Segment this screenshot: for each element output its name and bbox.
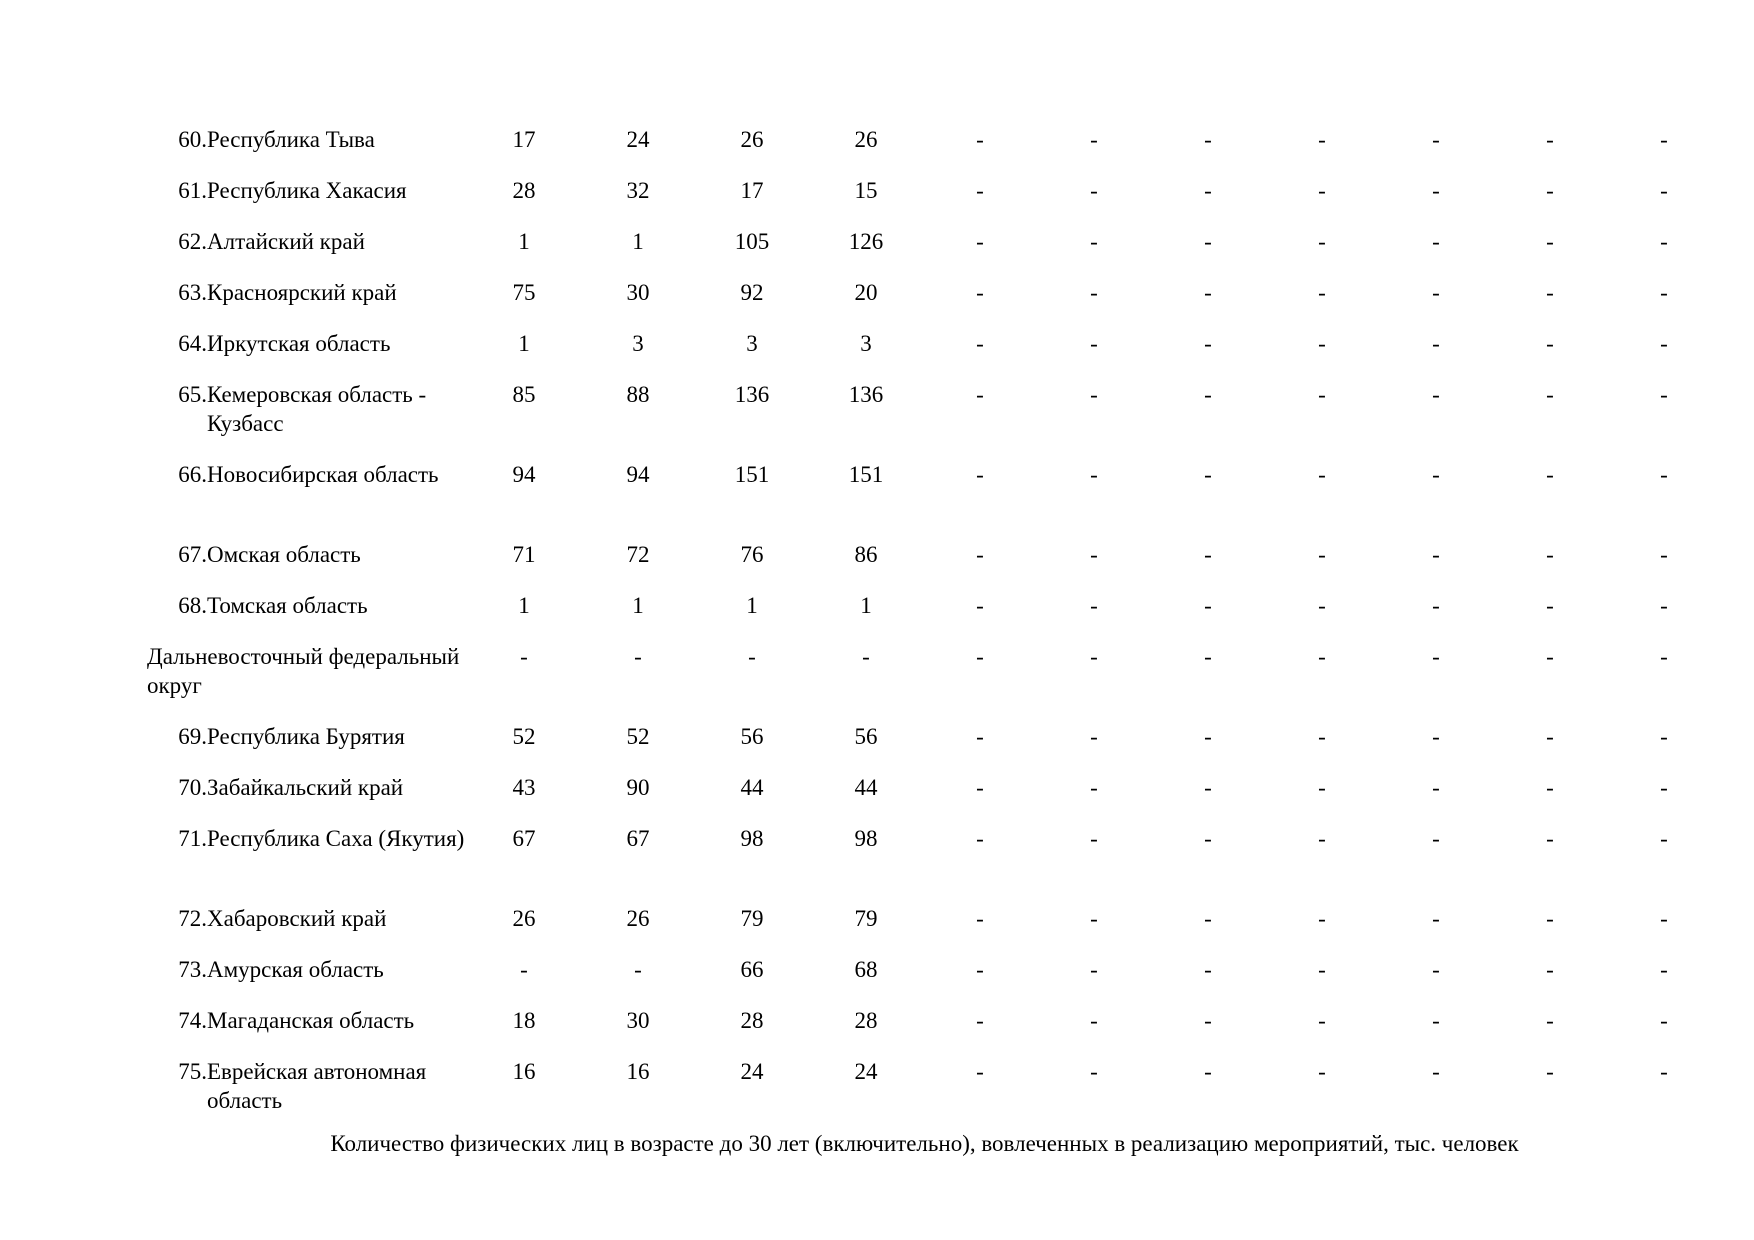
value-cell: - xyxy=(1546,1059,1554,1084)
region-name: Красноярский край xyxy=(207,280,397,305)
value-cell: - xyxy=(1660,382,1668,407)
value-cell: - xyxy=(1318,593,1326,618)
row-number: 60. xyxy=(178,127,207,152)
value-cell: - xyxy=(1318,1059,1326,1084)
row-number: 71. xyxy=(178,826,207,851)
value-cell: 3 xyxy=(746,331,758,356)
value-cell: - xyxy=(976,542,984,567)
value-cell: 1 xyxy=(632,229,644,254)
row-number: 61. xyxy=(178,178,207,203)
value-cell: 20 xyxy=(854,280,878,305)
value-cell: 72 xyxy=(626,542,650,567)
table-row xyxy=(147,1057,1721,1137)
row-number: 73. xyxy=(178,957,207,982)
value-cell: 1 xyxy=(518,229,530,254)
value-cell: - xyxy=(1432,331,1440,356)
value-cell: - xyxy=(1432,229,1440,254)
value-cell: 26 xyxy=(854,127,878,152)
region-name: Еврейская автономная область xyxy=(207,1059,427,1113)
value-cell: - xyxy=(1660,906,1668,931)
value-cell: 32 xyxy=(626,178,650,203)
value-cell: - xyxy=(634,957,642,982)
value-cell: - xyxy=(1318,906,1326,931)
district-name: Дальневосточный федеральный округ xyxy=(147,644,460,698)
value-cell: - xyxy=(1090,280,1098,305)
value-cell: 15 xyxy=(854,178,878,203)
value-cell: 76 xyxy=(740,542,764,567)
value-cell: 1 xyxy=(860,593,872,618)
region-name: Томская область xyxy=(207,593,368,618)
value-cell: - xyxy=(1660,178,1668,203)
value-cell: - xyxy=(976,957,984,982)
regions-table-body xyxy=(147,125,1721,1137)
value-cell: - xyxy=(1432,178,1440,203)
value-cell: - xyxy=(1660,462,1668,487)
value-cell: 79 xyxy=(740,906,764,931)
value-cell: 24 xyxy=(740,1059,764,1084)
value-cell: - xyxy=(1318,127,1326,152)
value-cell: - xyxy=(1090,542,1098,567)
value-cell: 56 xyxy=(854,724,878,749)
region-name: Амурская область xyxy=(207,957,384,982)
value-cell: 68 xyxy=(854,957,878,982)
value-cell: 17 xyxy=(512,127,536,152)
value-cell: 1 xyxy=(746,593,758,618)
region-name: Кемеровская область - Кузбасс xyxy=(207,382,427,436)
value-cell: - xyxy=(1660,957,1668,982)
value-cell: - xyxy=(1204,906,1212,931)
value-cell: - xyxy=(1204,1008,1212,1033)
value-cell: 3 xyxy=(860,331,872,356)
value-cell: - xyxy=(1318,724,1326,749)
row-number: 70. xyxy=(178,775,207,800)
value-cell: - xyxy=(1318,280,1326,305)
value-cell: - xyxy=(1546,462,1554,487)
value-cell: - xyxy=(520,644,528,669)
value-cell: 136 xyxy=(848,382,884,407)
table-row xyxy=(147,1006,1721,1057)
value-cell: - xyxy=(976,826,984,851)
value-cell: - xyxy=(1660,775,1668,800)
value-cell: - xyxy=(1546,280,1554,305)
value-cell: - xyxy=(1090,178,1098,203)
value-cell: - xyxy=(1546,127,1554,152)
value-cell: 24 xyxy=(854,1059,878,1084)
value-cell: 18 xyxy=(512,1008,536,1033)
value-cell: - xyxy=(1546,826,1554,851)
value-cell: 43 xyxy=(512,775,536,800)
value-cell: - xyxy=(862,644,870,669)
value-cell: 151 xyxy=(848,462,884,487)
table-row xyxy=(147,955,1721,1006)
value-cell: - xyxy=(1546,178,1554,203)
value-cell: - xyxy=(1090,1059,1098,1084)
value-cell: - xyxy=(1204,644,1212,669)
region-name: Республика Саха (Якутия) xyxy=(207,826,465,851)
value-cell: - xyxy=(1660,593,1668,618)
value-cell: 44 xyxy=(740,775,764,800)
region-name: Новосибирская область xyxy=(207,462,439,487)
value-cell: 1 xyxy=(518,331,530,356)
value-cell: 30 xyxy=(626,280,650,305)
row-number: 72. xyxy=(178,906,207,931)
value-cell: - xyxy=(1318,957,1326,982)
value-cell: - xyxy=(976,127,984,152)
value-cell: - xyxy=(1204,462,1212,487)
value-cell: - xyxy=(1090,1008,1098,1033)
region-name: Алтайский край xyxy=(207,229,365,254)
value-cell: - xyxy=(1432,1059,1440,1084)
value-cell: - xyxy=(1318,382,1326,407)
value-cell: 44 xyxy=(854,775,878,800)
value-cell: - xyxy=(976,775,984,800)
value-cell: - xyxy=(976,724,984,749)
value-cell: - xyxy=(1546,331,1554,356)
value-cell: - xyxy=(1660,724,1668,749)
value-cell: 86 xyxy=(854,542,878,567)
value-cell: - xyxy=(1318,178,1326,203)
table-row xyxy=(147,329,1721,380)
table-row xyxy=(147,591,1721,642)
row-number: 69. xyxy=(178,724,207,749)
value-cell: - xyxy=(1660,1008,1668,1033)
value-cell: - xyxy=(1432,127,1440,152)
value-cell: - xyxy=(1204,382,1212,407)
value-cell: - xyxy=(1090,906,1098,931)
table-row xyxy=(147,540,1721,591)
value-cell: - xyxy=(1546,775,1554,800)
value-cell: - xyxy=(1204,724,1212,749)
value-cell: - xyxy=(976,593,984,618)
value-cell: - xyxy=(1090,644,1098,669)
table-row xyxy=(147,278,1721,329)
value-cell: 94 xyxy=(512,462,536,487)
value-cell: 1 xyxy=(518,593,530,618)
value-cell: - xyxy=(1660,229,1668,254)
district-row xyxy=(147,642,1721,722)
value-cell: 71 xyxy=(512,542,536,567)
value-cell: - xyxy=(1090,593,1098,618)
value-cell: 28 xyxy=(854,1008,878,1033)
value-cell: - xyxy=(1090,382,1098,407)
value-cell: - xyxy=(1318,542,1326,567)
value-cell: - xyxy=(1546,1008,1554,1033)
value-cell: 98 xyxy=(740,826,764,851)
region-name: Республика Хакасия xyxy=(207,178,407,203)
value-cell: - xyxy=(1090,127,1098,152)
value-cell: - xyxy=(1432,775,1440,800)
value-cell: - xyxy=(976,229,984,254)
value-cell: - xyxy=(634,644,642,669)
value-cell: - xyxy=(1546,229,1554,254)
value-cell: 136 xyxy=(734,382,770,407)
value-cell: - xyxy=(1090,826,1098,851)
row-number: 67. xyxy=(178,542,207,567)
row-number: 65. xyxy=(178,382,207,407)
value-cell: - xyxy=(1432,462,1440,487)
value-cell: 66 xyxy=(740,957,764,982)
value-cell: 26 xyxy=(512,906,536,931)
value-cell: - xyxy=(1204,331,1212,356)
value-cell: 67 xyxy=(512,826,536,851)
value-cell: - xyxy=(1660,542,1668,567)
value-cell: 98 xyxy=(854,826,878,851)
value-cell: - xyxy=(1204,178,1212,203)
value-cell: 56 xyxy=(740,724,764,749)
value-cell: - xyxy=(1432,542,1440,567)
value-cell: - xyxy=(1660,280,1668,305)
value-cell: - xyxy=(976,382,984,407)
value-cell: 16 xyxy=(512,1059,536,1084)
row-number: 62. xyxy=(178,229,207,254)
value-cell: - xyxy=(1660,331,1668,356)
value-cell: - xyxy=(1546,593,1554,618)
value-cell: 126 xyxy=(848,229,884,254)
table-row xyxy=(147,904,1721,955)
value-cell: 16 xyxy=(626,1059,650,1084)
value-cell: 30 xyxy=(626,1008,650,1033)
value-cell: - xyxy=(1432,280,1440,305)
value-cell: - xyxy=(1432,957,1440,982)
value-cell: - xyxy=(976,644,984,669)
indicator-caption: Количество физических лиц в возрасте до 30 лет (включительно), вовлеченных в реализацию мероприятий, тыс. человек xyxy=(330,1131,1519,1156)
value-cell: 79 xyxy=(854,906,878,931)
value-cell: - xyxy=(976,280,984,305)
value-cell: - xyxy=(1318,775,1326,800)
value-cell: - xyxy=(976,178,984,203)
value-cell: 88 xyxy=(626,382,650,407)
row-number: 63. xyxy=(178,280,207,305)
value-cell: - xyxy=(1432,593,1440,618)
value-cell: - xyxy=(1204,229,1212,254)
value-cell: 26 xyxy=(626,906,650,931)
value-cell: - xyxy=(976,1059,984,1084)
value-cell: 17 xyxy=(740,178,764,203)
value-cell: - xyxy=(1318,826,1326,851)
value-cell: 90 xyxy=(626,775,650,800)
value-cell: 94 xyxy=(626,462,650,487)
value-cell: - xyxy=(1432,724,1440,749)
row-number: 64. xyxy=(178,331,207,356)
row-number: 68. xyxy=(178,593,207,618)
value-cell: - xyxy=(1204,127,1212,152)
value-cell: - xyxy=(1204,1059,1212,1084)
value-cell: - xyxy=(1660,644,1668,669)
value-cell: - xyxy=(1318,331,1326,356)
table-row xyxy=(147,176,1721,227)
table-row xyxy=(147,824,1721,904)
region-name: Магаданская область xyxy=(207,1008,415,1033)
value-cell: 28 xyxy=(512,178,536,203)
value-cell: 92 xyxy=(740,280,764,305)
value-cell: - xyxy=(1546,724,1554,749)
value-cell: - xyxy=(1318,462,1326,487)
value-cell: - xyxy=(976,1008,984,1033)
value-cell: - xyxy=(1090,775,1098,800)
value-cell: - xyxy=(976,906,984,931)
value-cell: - xyxy=(1090,331,1098,356)
value-cell: - xyxy=(1204,542,1212,567)
region-name: Республика Тыва xyxy=(207,127,375,152)
value-cell: 75 xyxy=(512,280,536,305)
value-cell: 151 xyxy=(734,462,770,487)
value-cell: - xyxy=(1546,644,1554,669)
value-cell: - xyxy=(748,644,756,669)
regions-table xyxy=(147,125,1721,1137)
table-row xyxy=(147,125,1721,176)
region-name: Республика Бурятия xyxy=(207,724,405,749)
region-name: Забайкальский край xyxy=(207,775,404,800)
value-cell: - xyxy=(1546,382,1554,407)
value-cell: - xyxy=(1546,957,1554,982)
value-cell: - xyxy=(1090,229,1098,254)
value-cell: 52 xyxy=(512,724,536,749)
row-number: 74. xyxy=(178,1008,207,1033)
value-cell: - xyxy=(1432,382,1440,407)
value-cell: - xyxy=(1432,906,1440,931)
value-cell: - xyxy=(1660,826,1668,851)
value-cell: - xyxy=(1318,229,1326,254)
table-row xyxy=(147,722,1721,773)
value-cell: - xyxy=(1204,826,1212,851)
value-cell: - xyxy=(1090,724,1098,749)
value-cell: - xyxy=(976,462,984,487)
value-cell: - xyxy=(1318,644,1326,669)
value-cell: - xyxy=(1090,957,1098,982)
value-cell: - xyxy=(1660,1059,1668,1084)
value-cell: 24 xyxy=(626,127,650,152)
value-cell: 26 xyxy=(740,127,764,152)
value-cell: - xyxy=(1660,127,1668,152)
value-cell: - xyxy=(1432,1008,1440,1033)
value-cell: - xyxy=(1432,826,1440,851)
value-cell: 3 xyxy=(632,331,644,356)
value-cell: 105 xyxy=(734,229,770,254)
value-cell: - xyxy=(520,957,528,982)
table-row xyxy=(147,460,1721,540)
table-row xyxy=(147,380,1721,460)
value-cell: - xyxy=(1546,906,1554,931)
value-cell: - xyxy=(1318,1008,1326,1033)
value-cell: 67 xyxy=(626,826,650,851)
value-cell: 1 xyxy=(632,593,644,618)
value-cell: 85 xyxy=(512,382,536,407)
value-cell: - xyxy=(1204,957,1212,982)
region-name: Хабаровский край xyxy=(207,906,387,931)
region-name: Иркутская область xyxy=(207,331,391,356)
value-cell: - xyxy=(976,331,984,356)
region-name: Омская область xyxy=(207,542,361,567)
value-cell: 28 xyxy=(740,1008,764,1033)
table-row xyxy=(147,773,1721,824)
value-cell: - xyxy=(1204,280,1212,305)
value-cell: - xyxy=(1546,542,1554,567)
value-cell: - xyxy=(1090,462,1098,487)
row-number: 75. xyxy=(178,1059,207,1084)
value-cell: - xyxy=(1204,593,1212,618)
row-number: 66. xyxy=(178,462,207,487)
table-row xyxy=(147,227,1721,278)
value-cell: 52 xyxy=(626,724,650,749)
value-cell: - xyxy=(1204,775,1212,800)
value-cell: - xyxy=(1432,644,1440,669)
